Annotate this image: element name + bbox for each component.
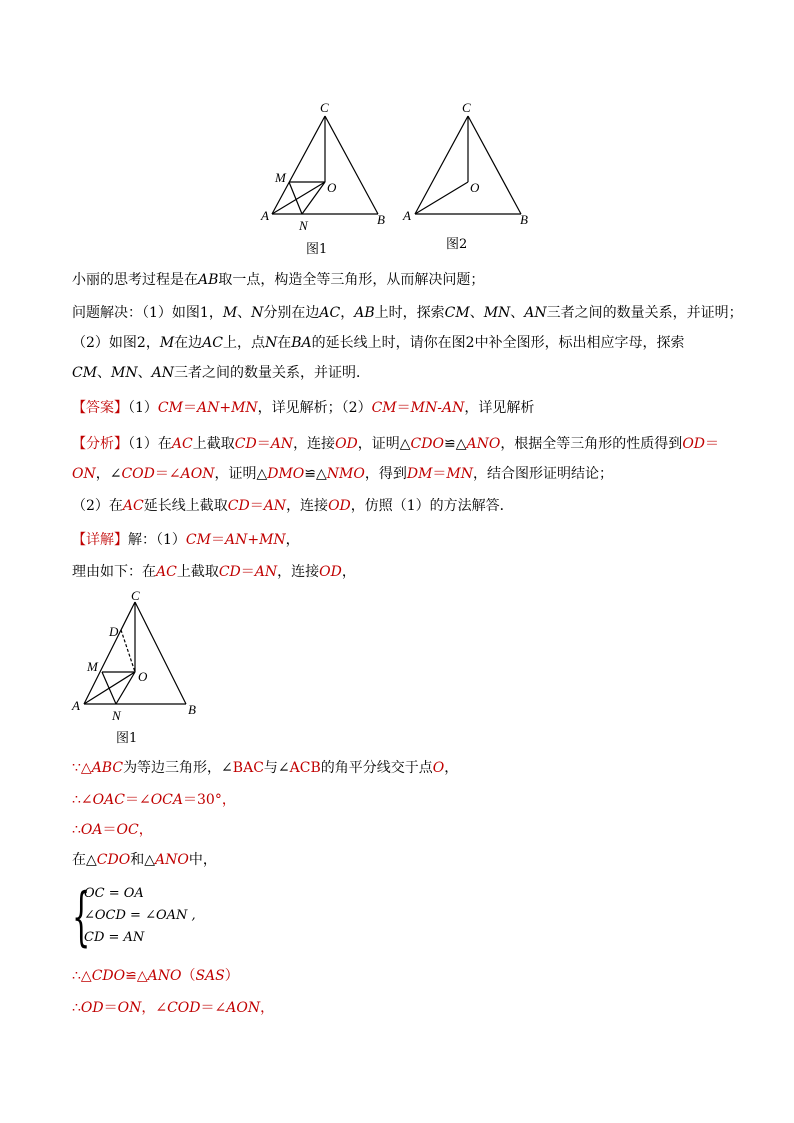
label-B: B xyxy=(188,702,196,717)
label-B: B xyxy=(520,212,528,227)
label-O: O xyxy=(138,669,148,684)
label-A: A xyxy=(261,208,269,223)
analysis: 【分析】（1）在AC上截取CD＝AN，连接OD，证明△CDO≌△ANO，根据全等三角形的性质得到OD＝ xyxy=(72,436,720,452)
proof-step: ∴OA＝OC， xyxy=(72,822,153,838)
label-C: C xyxy=(462,100,471,115)
paragraph: CM、MN、AN三者之间的数量关系，并证明． xyxy=(72,365,371,381)
analysis-continued: ON，∠COD＝∠AON，证明△DMO≌△NMO，得到DM＝MN，结合图形证明结论； xyxy=(72,466,614,482)
proof-step: ∵△ABC为等边三角形，∠BAC与∠ACB的角平分线交于点O， xyxy=(72,760,459,776)
equation-row: OC = OA xyxy=(84,886,144,901)
label-C: C xyxy=(320,100,329,115)
label-B: B xyxy=(377,212,385,227)
proof-step: ∴△CDO≌△ANO（SAS） xyxy=(72,968,239,984)
paragraph: 问题解决：（1）如图1，M、N分别在边AC，AB上时，探索CM、MN、AN三者之间的数量关系，并证明； xyxy=(72,305,743,321)
figure-caption: 图1 xyxy=(306,242,328,257)
answer: 【答案】（1）CM＝AN+MN，详见解析；（2）CM＝MN-AN，详见解析 xyxy=(72,400,535,416)
figure-2-top xyxy=(398,96,538,236)
label-O: O xyxy=(327,180,337,195)
label-A: A xyxy=(72,698,80,713)
analysis-continued: （2）在AC延长线上截取CD＝AN，连接OD，仿照（1）的方法解答． xyxy=(72,498,514,514)
paragraph: 小丽的思考过程是在AB取一点，构造全等三角形，从而解决问题； xyxy=(72,272,485,288)
label-M: M xyxy=(275,170,286,185)
equation-row: CD = AN xyxy=(84,930,145,945)
figure-1-bottom xyxy=(66,588,216,724)
brace: { xyxy=(72,880,91,954)
equation-row: ∠OCD = ∠OAN , xyxy=(84,908,196,923)
label-M: M xyxy=(87,659,98,674)
figure-caption: 图2 xyxy=(446,237,468,252)
label-N: N xyxy=(112,708,121,723)
label-C: C xyxy=(131,588,140,603)
label-A: A xyxy=(403,208,411,223)
label-N: N xyxy=(299,218,308,233)
equation-system xyxy=(72,880,272,954)
reason-line: 理由如下：在AC上截取CD＝AN，连接OD， xyxy=(72,564,356,580)
label-O: O xyxy=(470,180,480,195)
figure-1-top xyxy=(255,96,395,236)
figure-caption: 图1 xyxy=(116,731,138,746)
paragraph: （2）如图2，M在边AC上，点N在BA的延长线上时，请你在图2中补全图形，标出相应字母，探索 xyxy=(72,335,685,351)
proof-step: 在△CDO和△ANO中， xyxy=(72,852,217,868)
detail: 【详解】解：（1）CM＝AN+MN， xyxy=(72,532,300,548)
label-D: D xyxy=(109,624,119,639)
proof-step: ∴∠OAC＝∠OCA＝30°， xyxy=(72,792,236,808)
proof-step: ∴OD＝ON，∠COD＝∠AON， xyxy=(72,1000,275,1016)
